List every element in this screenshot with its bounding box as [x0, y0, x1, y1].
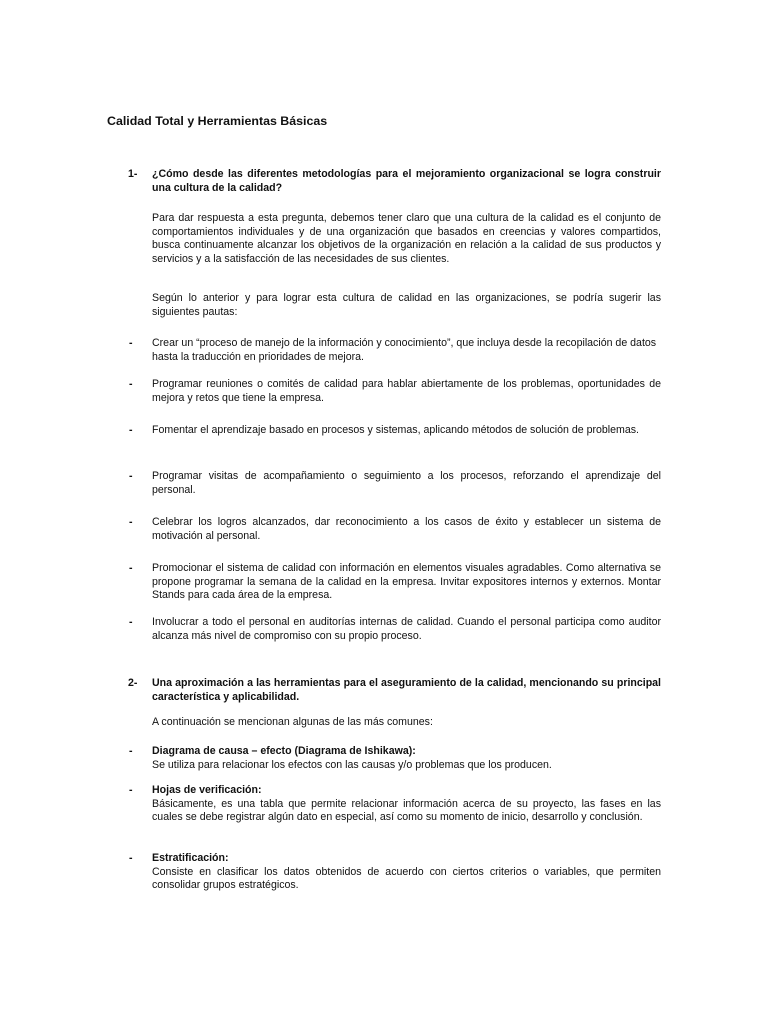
answer-2-intro: A continuación se mencionan algunas de las más comunes:: [152, 716, 433, 728]
bullet-item-followup-visits: Programar visitas de acompañamiento o seguimiento a los procesos, reforzando el aprendizaje del personal.: [152, 470, 661, 496]
tool-name: Estratificación:: [152, 852, 229, 864]
bullet-item-information-process: Crear un “proceso de manejo de la información y conocimiento”, que incluya desde la recopilación de datos hasta la traducción en prioridades de mejora.: [152, 337, 657, 363]
bullet-marker: -: [129, 852, 133, 864]
bullet-item-promote-quality-system: Promocionar el sistema de calidad con información en elementos visuales agradables. Como alternativa se propone programar la semana de la calidad en la empresa. Invitar expositores internos y externos. Montar Stands para cada área de la empresa.: [152, 562, 661, 602]
question-1-number: 1-: [128, 168, 138, 180]
bullet-item-celebrate-achievements: Celebrar los logros alcanzados, dar reconocimiento a los casos de éxito y establecer un sistema de motivación al personal.: [152, 516, 661, 542]
bullet-marker: -: [129, 337, 133, 349]
bullet-marker: -: [129, 616, 133, 628]
tool-description: Se utiliza para relacionar los efectos con las causas y/o problemas que los producen.: [152, 758, 552, 771]
bullet-marker: -: [129, 784, 133, 796]
tool-name: Diagrama de causa – efecto (Diagrama de Ishikawa):: [152, 745, 416, 757]
question-2-number: 2-: [128, 677, 138, 689]
bullet-item-internal-audits: Involucrar a todo el personal en auditorías internas de calidad. Cuando el personal participa como auditor alcanza más nivel de compromiso con su propio proceso.: [152, 616, 661, 642]
document-title: Calidad Total y Herramientas Básicas: [107, 114, 328, 128]
bullet-marker: -: [129, 424, 133, 436]
bullet-item-quality-meetings: Programar reuniones o comités de calidad para hablar abiertamente de los problemas, oportunidades de mejora y retos que tiene la empresa.: [152, 378, 661, 404]
answer-1-paragraph-1: Para dar respuesta a esta pregunta, debemos tener claro que una cultura de la calidad es el conjunto de comportamientos individuales y de una organización que basados en creencias y valores compartidos, busca continuamente alcanzar los objetivos de la organización en relación a la calidad de sus productos y servicios y a la satisfacción de las necesidades de sus clientes.: [152, 212, 661, 265]
bullet-marker: -: [129, 516, 133, 528]
question-2-text: Una aproximación a las herramientas para el aseguramiento de la calidad, mencionando su principal característica y aplicabilidad.: [152, 677, 661, 703]
tool-item-stratification: [152, 852, 661, 893]
bullet-marker: -: [129, 378, 133, 390]
tool-description: Básicamente, es una tabla que permite relacionar información acerca de su proyecto, las fases en las cuales se debe registrar algún dato en especial, así como su momento de inicio, desarrollo y conclusión.: [152, 797, 661, 824]
answer-1-paragraph-2: Según lo anterior y para lograr esta cultura de calidad en las organizaciones, se podría sugerir las siguientes pautas:: [152, 292, 661, 318]
tool-item-ishikawa: [152, 745, 661, 772]
tool-name: Hojas de verificación:: [152, 784, 262, 796]
bullet-marker: -: [129, 745, 133, 757]
question-1-text: ¿Cómo desde las diferentes metodologías para el mejoramiento organizacional se logra construir una cultura de la calidad?: [152, 168, 661, 194]
bullet-item-process-learning: Fomentar el aprendizaje basado en procesos y sistemas, aplicando métodos de solución de problemas.: [152, 424, 640, 436]
tool-description: Consiste en clasificar los datos obtenidos de acuerdo con ciertos criterios o variables, que permiten consolidar grupos estratégicos.: [152, 865, 661, 892]
bullet-marker: -: [129, 470, 133, 482]
tool-item-check-sheets: [152, 784, 661, 825]
bullet-marker: -: [129, 562, 133, 574]
